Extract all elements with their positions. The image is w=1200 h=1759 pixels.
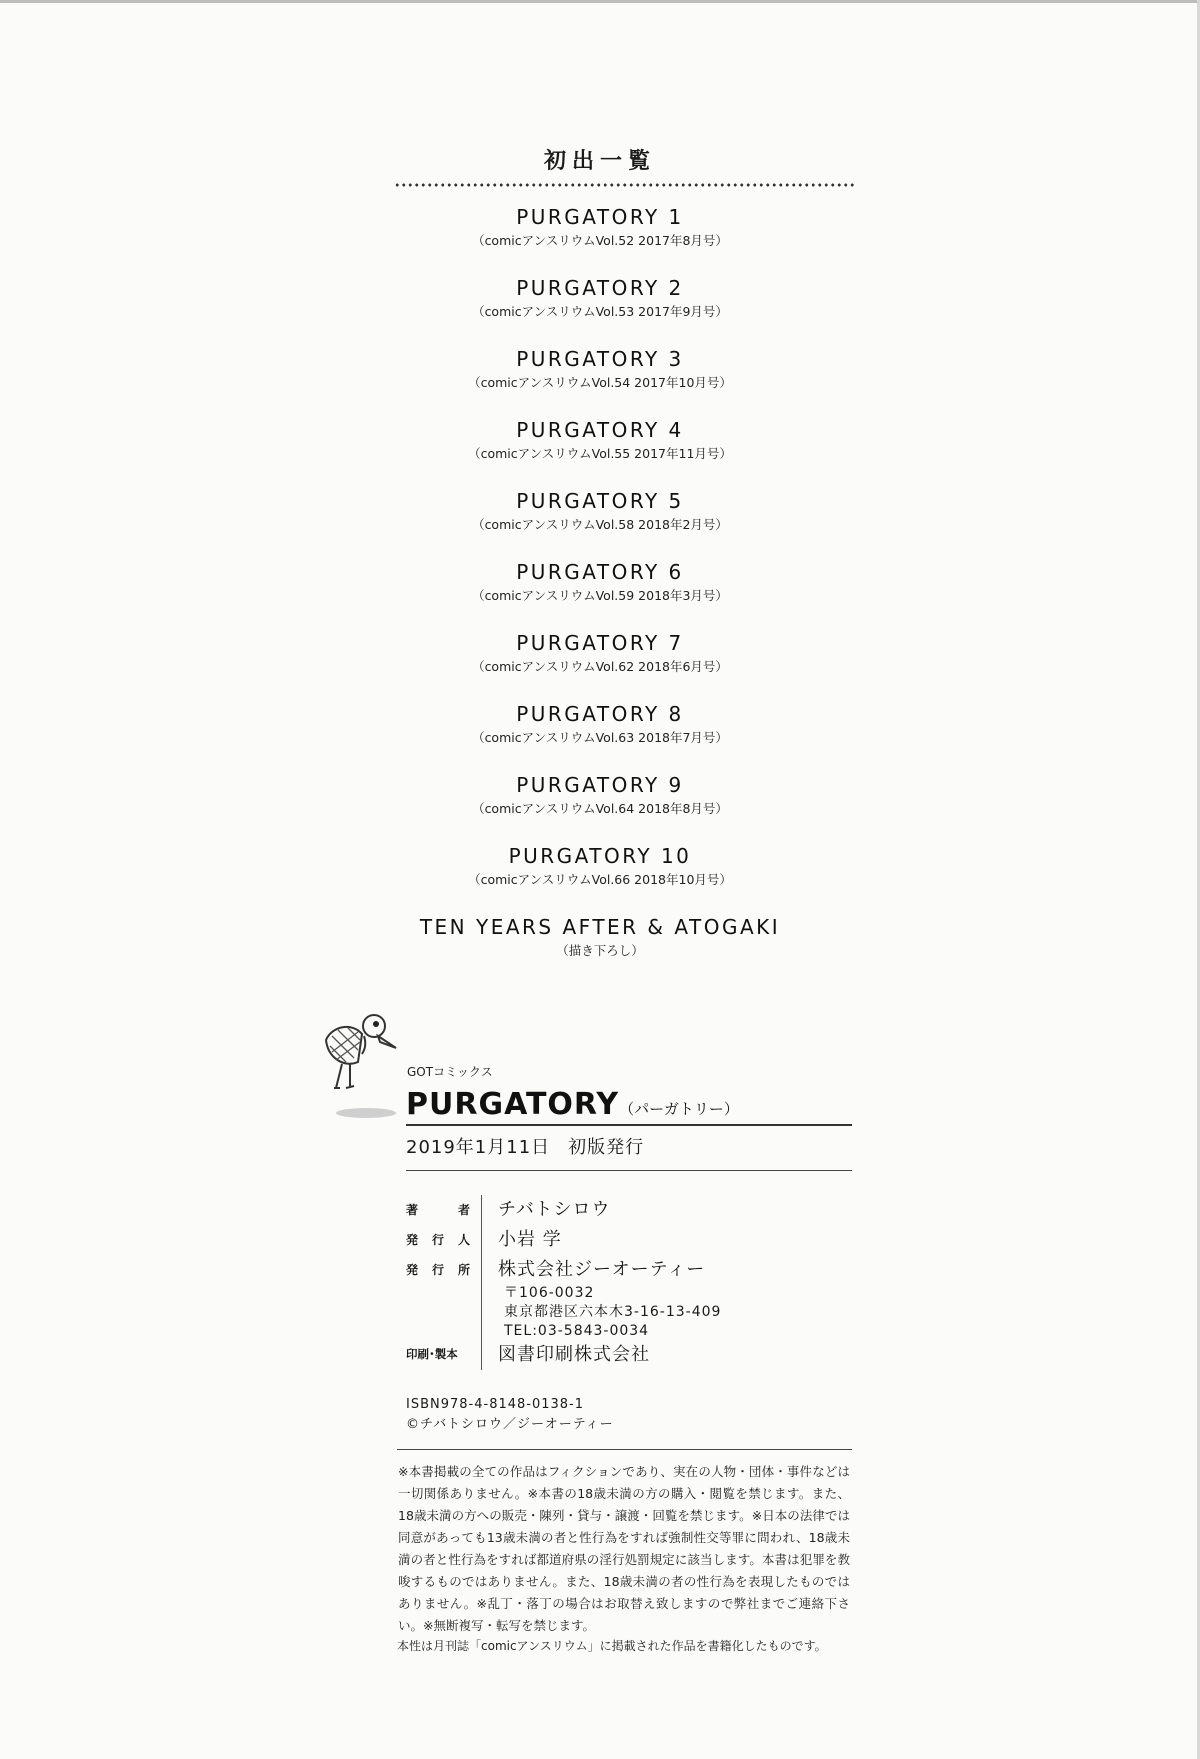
chapter-source: （comicアンスリウムVol.64 2018年8月号） [472, 801, 728, 816]
edition-label: 初版発行 [568, 1137, 645, 1158]
chapter-source: （comicアンスリウムVol.63 2018年7月号） [472, 730, 728, 745]
list-item [0, 275, 1200, 346]
chapter-source: （comicアンスリウムVol.54 2017年10月号） [468, 375, 732, 390]
credit-publisher-row [406, 1255, 852, 1340]
telephone: TEL:03-5843-0034 [504, 1323, 650, 1339]
issuer-name: 小岩 学 [498, 1229, 562, 1250]
credit-issuer-row [406, 1225, 852, 1255]
copyright: ©チバトシロウ／ジーオーティー [406, 1417, 614, 1432]
list-item [0, 346, 1200, 417]
first-appearance-list [0, 204, 1200, 985]
list-item [0, 914, 1200, 985]
chapter-source: （comicアンスリウムVol.58 2018年2月号） [472, 517, 728, 532]
list-item [0, 772, 1200, 843]
chapter-title: PURGATORY 1 [516, 205, 684, 229]
page-edge [0, 0, 1200, 3]
chapter-source: （comicアンスリウムVol.62 2018年6月号） [472, 659, 728, 674]
credit-author-row [406, 1195, 852, 1225]
chapter-title: PURGATORY 9 [516, 773, 684, 797]
chapter-source: （描き下ろし） [556, 943, 644, 958]
chapter-title: PURGATORY 5 [516, 489, 684, 513]
edition-line [406, 1133, 644, 1159]
series-label: GOTコミックス [407, 1065, 493, 1079]
chapter-title: PURGATORY 3 [516, 347, 684, 371]
list-item [0, 488, 1200, 559]
divider [406, 1124, 852, 1126]
bird-mascot-icon [318, 1012, 408, 1122]
chapter-source: （comicアンスリウムVol.53 2017年9月号） [472, 304, 728, 319]
list-item [0, 204, 1200, 275]
dotted-divider [394, 183, 854, 187]
list-item [0, 559, 1200, 630]
chapter-title: PURGATORY 7 [516, 631, 684, 655]
divider [406, 1170, 852, 1171]
printer-name: 図書印刷株式会社 [498, 1344, 650, 1365]
chapter-title: TEN YEARS AFTER & ATOGAKI [419, 915, 781, 939]
credit-role: 印刷･製本 [406, 1347, 458, 1361]
credit-role: 著 者 [406, 1203, 470, 1217]
credits-block [406, 1195, 852, 1370]
chapter-title: PURGATORY 8 [516, 702, 684, 726]
isbn-block [406, 1395, 614, 1435]
credit-role: 発 行 所 [406, 1263, 470, 1277]
isbn: ISBN978-4-8148-0138-1 [406, 1397, 585, 1412]
chapter-title: PURGATORY 6 [516, 560, 684, 584]
book-title-main: PURGATORY [406, 1087, 620, 1122]
first-appearance-heading: 初出一覧 [543, 149, 656, 174]
chapter-source: （comicアンスリウムVol.59 2018年3月号） [472, 588, 728, 603]
publish-date: 2019年1月11日 [406, 1137, 551, 1158]
chapter-title: PURGATORY 4 [516, 418, 684, 442]
postal-code: 〒106-0032 [504, 1285, 595, 1301]
chapter-title: PURGATORY 10 [508, 844, 692, 868]
legal-notice: ※本書掲載の全ての作品はフィクションであり、実在の人物・団体・事件などは一切関係ありません。※本書の18歳未満の方の購入・閲覧を禁じます。また、18歳未満の方への販売・陳列・貸与・譲渡・回覧を禁じます。※日本の法律では同意があっても13歳未満の者と性行為をすれば強制性交等罪に問われ、18歳未満の者と性行為をすれば都道府県の淫行処罰規定に該当します。本書は犯罪を教唆するものではありません。また、18歳未満の者の性行為を表現したものではありません。※乱丁・落丁の場合はお取替え致しますので弊社までご連絡下さい。※無断複写・転写を禁じます。 [398, 1464, 850, 1633]
chapter-source: （comicアンスリウムVol.52 2017年8月号） [472, 233, 728, 248]
list-item [0, 630, 1200, 701]
chapter-source: （comicアンスリウムVol.66 2018年10月号） [468, 872, 732, 887]
chapter-title: PURGATORY 2 [516, 276, 684, 300]
list-item [0, 417, 1200, 488]
publication-note: 本性は月刊誌「comicアンスリウム」に掲載された作品を書籍化したものです。 [397, 1639, 827, 1653]
credit-role: 発 行 人 [406, 1233, 470, 1247]
book-title [406, 1087, 739, 1122]
chapter-source: （comicアンスリウムVol.55 2017年11月号） [468, 446, 732, 461]
list-item [0, 701, 1200, 772]
address: 東京都港区六本木3-16-13-409 [504, 1304, 722, 1320]
author-name: チバトシロウ [498, 1199, 611, 1220]
divider [397, 1449, 852, 1450]
list-item [0, 843, 1200, 914]
publisher-name: 株式会社ジーオーティー [498, 1259, 706, 1280]
book-title-kana: （パーガトリー） [619, 1100, 739, 1118]
credit-printer-row [406, 1340, 852, 1370]
